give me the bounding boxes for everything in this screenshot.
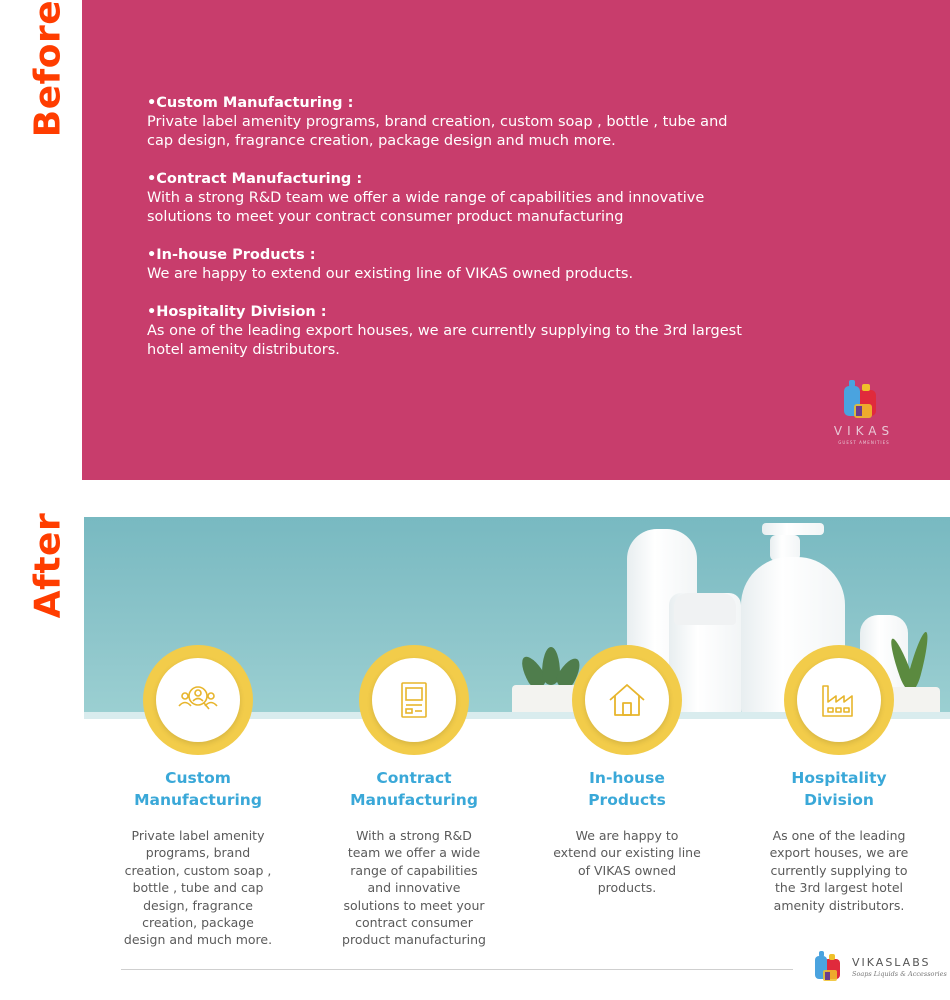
card-description: With a strong R&D team we offer a wide range of capabilities and innovative solutions to meet your contract consumer product manufacturing — [342, 828, 486, 948]
house-icon — [605, 678, 649, 722]
card-title: Hospitality Division — [791, 769, 887, 809]
item-body: With a strong R&D team we offer a wide range of capabilities and innovative solutions to meet your contract consumer product manufacturing — [147, 190, 705, 225]
footer-brand: VIKASLABS — [852, 956, 931, 969]
item-title: Custom Manufacturing : — [156, 95, 354, 111]
footer-tagline: Soaps Liquids & Accessories — [852, 970, 947, 978]
card-title: Custom Manufacturing — [134, 769, 262, 809]
service-card-custom-manufacturing — [108, 645, 288, 949]
pump-illustration — [762, 523, 824, 535]
before-panel — [82, 0, 950, 480]
before-label: Before — [27, 0, 69, 138]
list-item — [147, 94, 787, 151]
factory-icon — [817, 678, 861, 722]
list-item — [147, 246, 787, 284]
vikaslabs-logo — [812, 949, 950, 985]
card-description: As one of the leading export houses, we are currently supplying to the 3rd largest hotel amenity distributors. — [769, 828, 909, 913]
bullet-icon: • — [147, 304, 157, 320]
bullet-icon: • — [147, 171, 157, 187]
item-title: Contract Manufacturing : — [156, 171, 363, 187]
card-description: Private label amenity programs, brand creation, custom soap , bottle , tube and cap design, fragrance creation, package design and much more. — [123, 828, 273, 948]
item-title: Hospitality Division : — [156, 304, 327, 320]
logo-wordmark: VIKAS — [833, 424, 895, 438]
deodorant-cap-illustration — [674, 593, 736, 625]
item-body: As one of the leading export houses, we are currently supplying to the 3rd largest hotel amenity distributors. — [147, 323, 742, 358]
item-title: In-house Products : — [156, 247, 316, 263]
after-panel — [84, 517, 950, 1000]
bullet-icon: • — [147, 95, 157, 111]
service-card-contract-manufacturing — [324, 645, 504, 949]
card-title: Contract Manufacturing — [350, 769, 478, 809]
item-body: Private label amenity programs, brand creation, custom soap , bottle , tube and cap design, fragrance creation, package design and much more. — [147, 114, 728, 149]
service-card-in-house-products — [537, 645, 717, 897]
logo-subtitle: GUEST AMENITIES — [838, 440, 890, 445]
bottles-logo-icon — [812, 949, 846, 983]
card-title: In-house Products — [588, 769, 666, 809]
card-description: We are happy to extend our existing line of VIKAS owned products. — [553, 828, 701, 896]
list-item — [147, 170, 787, 227]
item-body: We are happy to extend our existing line of VIKAS owned products. — [147, 266, 634, 282]
after-label: After — [27, 512, 69, 619]
vikas-logo — [820, 378, 908, 450]
document-icon — [392, 678, 436, 722]
search-users-icon — [176, 678, 220, 722]
bullet-icon: • — [147, 247, 157, 263]
before-service-list — [147, 94, 787, 379]
service-card-hospitality-division — [749, 645, 929, 914]
list-item — [147, 303, 787, 360]
footer-divider — [121, 969, 793, 970]
bottles-logo-icon — [840, 378, 886, 420]
